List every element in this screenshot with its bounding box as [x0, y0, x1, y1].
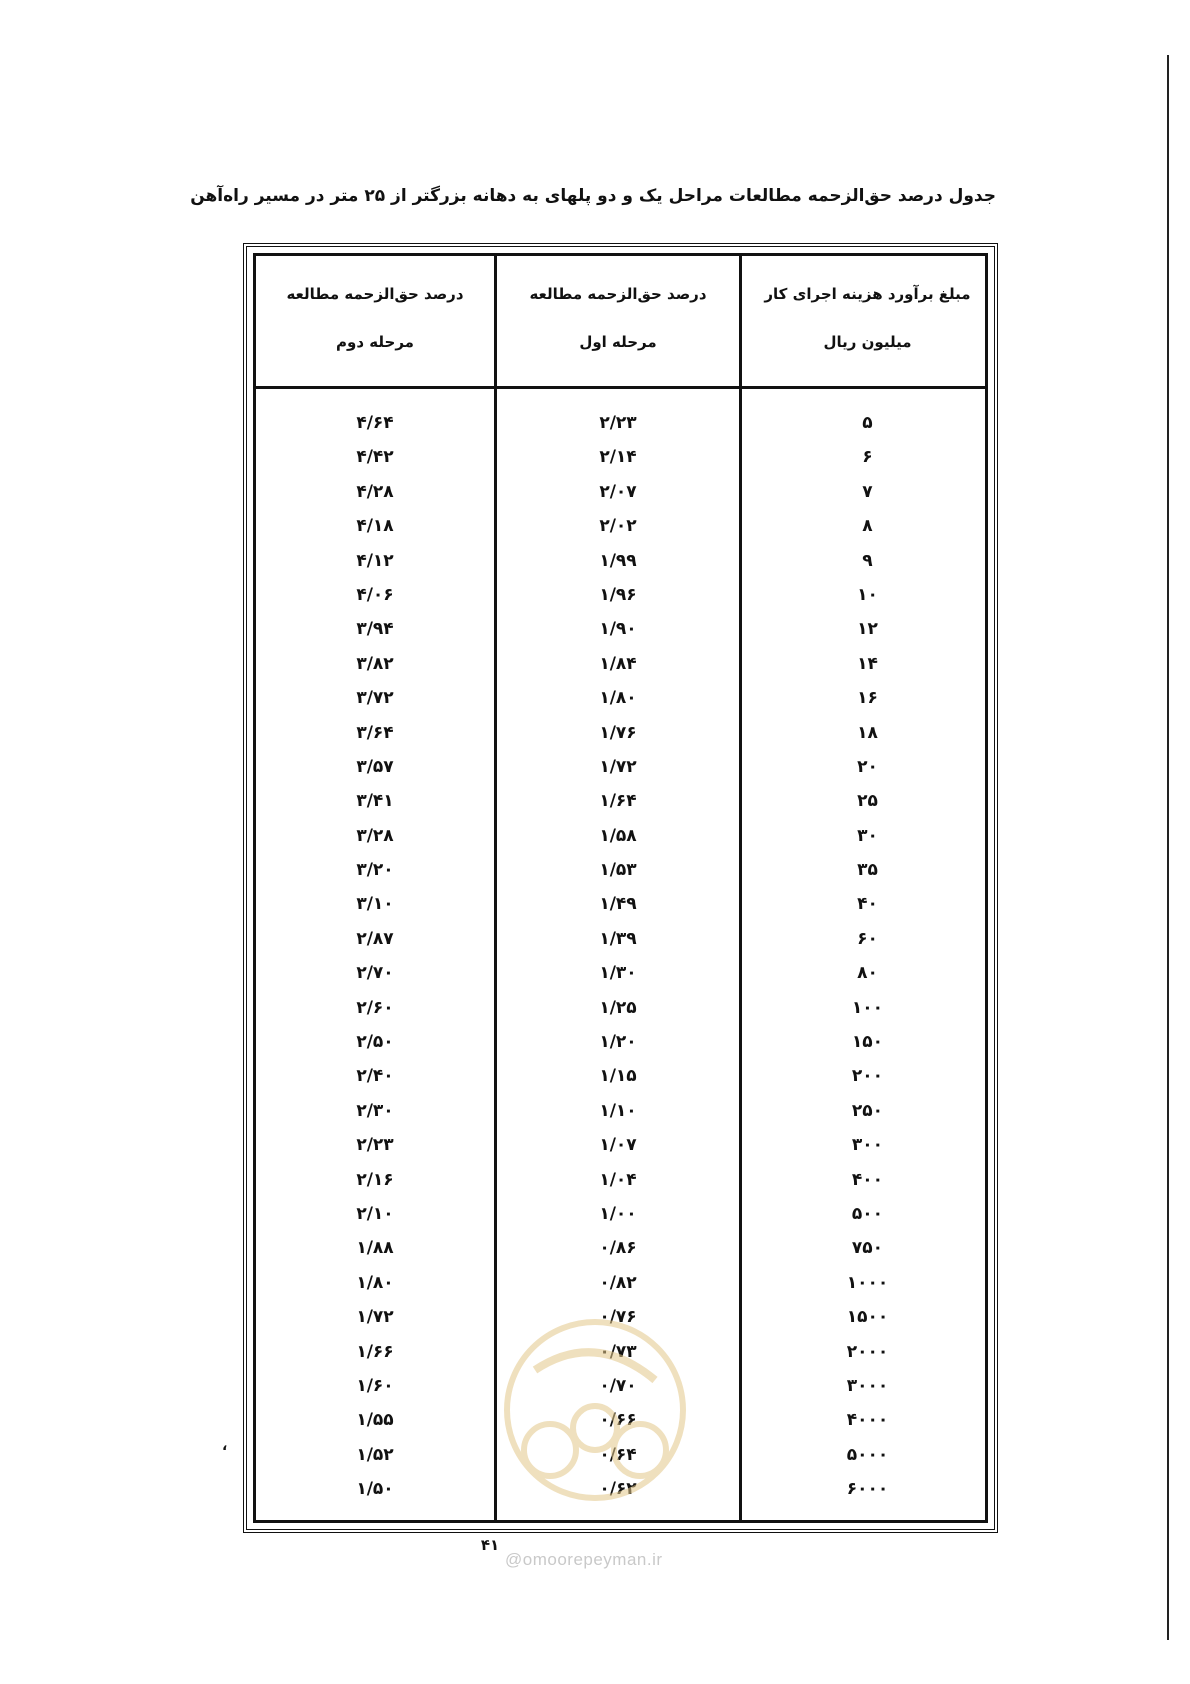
- table-cell: ۲۰۰: [851, 1066, 884, 1087]
- header-stage-two-fee: [256, 270, 494, 380]
- table-cell: ۴/۱۸: [356, 516, 394, 537]
- table-cell: ۶: [862, 447, 873, 468]
- table-cell: ۱۸: [857, 722, 878, 743]
- header-rule: [256, 386, 985, 389]
- table-cell: ۱/۶۶: [356, 1341, 394, 1362]
- table-cell: ۲۵۰: [851, 1100, 884, 1121]
- table-cell: ۱/۳۹: [599, 928, 637, 949]
- header-line: درصد حق‌الزحمه مطالعه: [529, 285, 707, 303]
- table-cell: ۱/۰۴: [599, 1169, 637, 1190]
- table-cell: ۶۰۰۰: [846, 1479, 889, 1500]
- table-cell: ۱/۲۰: [599, 1032, 637, 1053]
- table-cell: ۱/۶۰: [356, 1375, 394, 1396]
- table-cell: ۱۰: [857, 584, 878, 605]
- estimate-amount-column: [742, 406, 993, 1507]
- table-cell: ۰/۷۶: [599, 1307, 637, 1328]
- table-cell: ۲/۰۷: [599, 481, 637, 502]
- table-cell: ۱۴: [857, 653, 878, 674]
- table-cell: ۲/۱۰: [356, 1203, 394, 1224]
- table-cell: ۴/۲۸: [356, 481, 394, 502]
- table-cell: ۱/۸۰: [599, 688, 637, 709]
- table-cell: ۱/۸۸: [356, 1238, 394, 1259]
- table-cell: ۱/۵۵: [356, 1410, 394, 1431]
- table-cell: ۴/۱۲: [356, 550, 394, 571]
- table-cell: ۳/۹۴: [356, 619, 394, 640]
- table-cell: ۱/۱۵: [599, 1066, 637, 1087]
- stage-two-fee-column: [256, 406, 494, 1507]
- table-cell: ۳/۲۰: [356, 860, 394, 881]
- table-cell: ۱/۷۶: [599, 722, 637, 743]
- header-line: میلیون ریال: [823, 333, 912, 351]
- table-cell: ۳/۴۱: [356, 791, 394, 812]
- table-cell: ۲/۲۳: [356, 1135, 394, 1156]
- table-cell: ۲/۱۴: [599, 447, 637, 468]
- table-cell: ۷: [862, 481, 873, 502]
- table-cell: ۲/۳۰: [356, 1100, 394, 1121]
- table-cell: ۱۰۰: [851, 997, 884, 1018]
- table-cell: ۱۲: [857, 619, 878, 640]
- table-cell: ۰/۸۶: [599, 1238, 637, 1259]
- page-edge-rule: [1167, 55, 1169, 1640]
- header-line: مرحله دوم: [336, 333, 414, 351]
- table-cell: ۴/۴۲: [356, 447, 394, 468]
- table-cell: ۶۰: [857, 928, 878, 949]
- table-cell: ۲/۸۷: [356, 928, 394, 949]
- table-cell: ۲۰۰۰: [846, 1341, 889, 1362]
- table-cell: ۲/۵۰: [356, 1032, 394, 1053]
- table-cell: ۲/۶۰: [356, 997, 394, 1018]
- table-cell: ۱/۵۲: [356, 1444, 394, 1465]
- header-line: درصد حق‌الزحمه مطالعه: [286, 285, 464, 303]
- table-cell: ۱/۸۰: [356, 1272, 394, 1293]
- table-cell: ۱/۵۳: [599, 860, 637, 881]
- table-cell: ۰/۶۴: [599, 1444, 637, 1465]
- table-cell: ۱/۱۰: [599, 1100, 637, 1121]
- table-cell: ۱/۶۴: [599, 791, 637, 812]
- table-cell: ۱/۸۴: [599, 653, 637, 674]
- table-cell: ۰/۷۳: [599, 1341, 637, 1362]
- table-cell: ۱/۰۷: [599, 1135, 637, 1156]
- table-cell: ۱۰۰۰: [846, 1272, 889, 1293]
- header-stage-one-fee: [497, 270, 739, 380]
- table-cell: ۲/۰۲: [599, 516, 637, 537]
- table-cell: ۱/۵۸: [599, 825, 637, 846]
- table-cell: ۸: [862, 516, 873, 537]
- table-cell: ۱/۰۰: [599, 1203, 637, 1224]
- table-cell: ۴/۶۴: [356, 413, 394, 433]
- table-cell: ۹: [862, 550, 873, 571]
- table-cell: ۱۶: [857, 688, 878, 709]
- table-cell: ۳/۲۸: [356, 825, 394, 846]
- table-cell: ۱/۳۰: [599, 963, 637, 984]
- table-title: جدول درصد حق‌الزحمه مطالعات مراحل یک و دو پلهای به دهانه بزرگتر از ۲۵ متر در مسیر راه‌آهن: [190, 186, 996, 206]
- scales-gears-logo: [495, 1310, 695, 1510]
- table-cell: ۰/۶۲: [599, 1479, 637, 1500]
- table-cell: ۳/۱۰: [356, 894, 394, 915]
- table-cell: ۰/۸۲: [599, 1272, 637, 1293]
- table-cell: ۱/۹۹: [599, 550, 637, 571]
- table-cell: ۱/۷۲: [599, 756, 637, 777]
- table-cell: ۵۰۰۰: [846, 1444, 889, 1465]
- table-cell: ۱/۹۰: [599, 619, 637, 640]
- table-cell: ۱/۷۲: [356, 1307, 394, 1328]
- table-cell: ۱/۲۵: [599, 997, 637, 1018]
- table-cell: ۳/۷۲: [356, 688, 394, 709]
- table-cell: ۳۰۰: [851, 1135, 884, 1156]
- table-cell: ۷۵۰: [851, 1238, 884, 1259]
- table-cell: ۱۵۰: [851, 1032, 884, 1053]
- table-cell: ۴/۰۶: [356, 584, 394, 605]
- table-cell: ۲/۲۳: [599, 413, 637, 433]
- header-line: مرحله اول: [579, 333, 657, 351]
- table-cell: ۱/۵۰: [356, 1479, 394, 1500]
- table-cell: ۳۵: [857, 860, 878, 881]
- page-number: ۴۱: [480, 1536, 500, 1554]
- stray-mark: ،: [222, 1438, 228, 1454]
- watermark-text: @omoorepeyman.ir: [505, 1550, 663, 1569]
- header-line: مبلغ برآورد هزینه اجرای کار: [764, 285, 971, 303]
- table-cell: ۱/۹۶: [599, 584, 637, 605]
- table-cell: ۳/۸۲: [356, 653, 394, 674]
- table-cell: ۱۵۰۰: [846, 1307, 889, 1328]
- table-cell: ۴۰۰: [851, 1169, 884, 1190]
- table-cell: ۲۰: [857, 756, 878, 777]
- table-cell: ۰/۷۰: [599, 1375, 637, 1396]
- table-cell: ۳۰۰۰: [846, 1375, 889, 1396]
- table-cell: ۲/۱۶: [356, 1169, 394, 1190]
- table-cell: ۳/۶۴: [356, 722, 394, 743]
- table-cell: ۴۰: [857, 894, 878, 915]
- table-cell: ۲۵: [857, 791, 878, 812]
- table-cell: ۲/۷۰: [356, 963, 394, 984]
- table-cell: ۲/۴۰: [356, 1066, 394, 1087]
- table-cell: ۱/۴۹: [599, 894, 637, 915]
- table-cell: ۴۰۰۰: [846, 1410, 889, 1431]
- header-estimate-amount: [742, 270, 993, 380]
- table-cell: ۰/۶۶: [599, 1410, 637, 1431]
- table-cell: ۵۰۰: [851, 1203, 884, 1224]
- table-cell: ۵: [862, 413, 873, 433]
- table-cell: ۳۰: [857, 825, 878, 846]
- table-cell: ۳/۵۷: [356, 756, 394, 777]
- table-cell: ۸۰: [857, 963, 878, 984]
